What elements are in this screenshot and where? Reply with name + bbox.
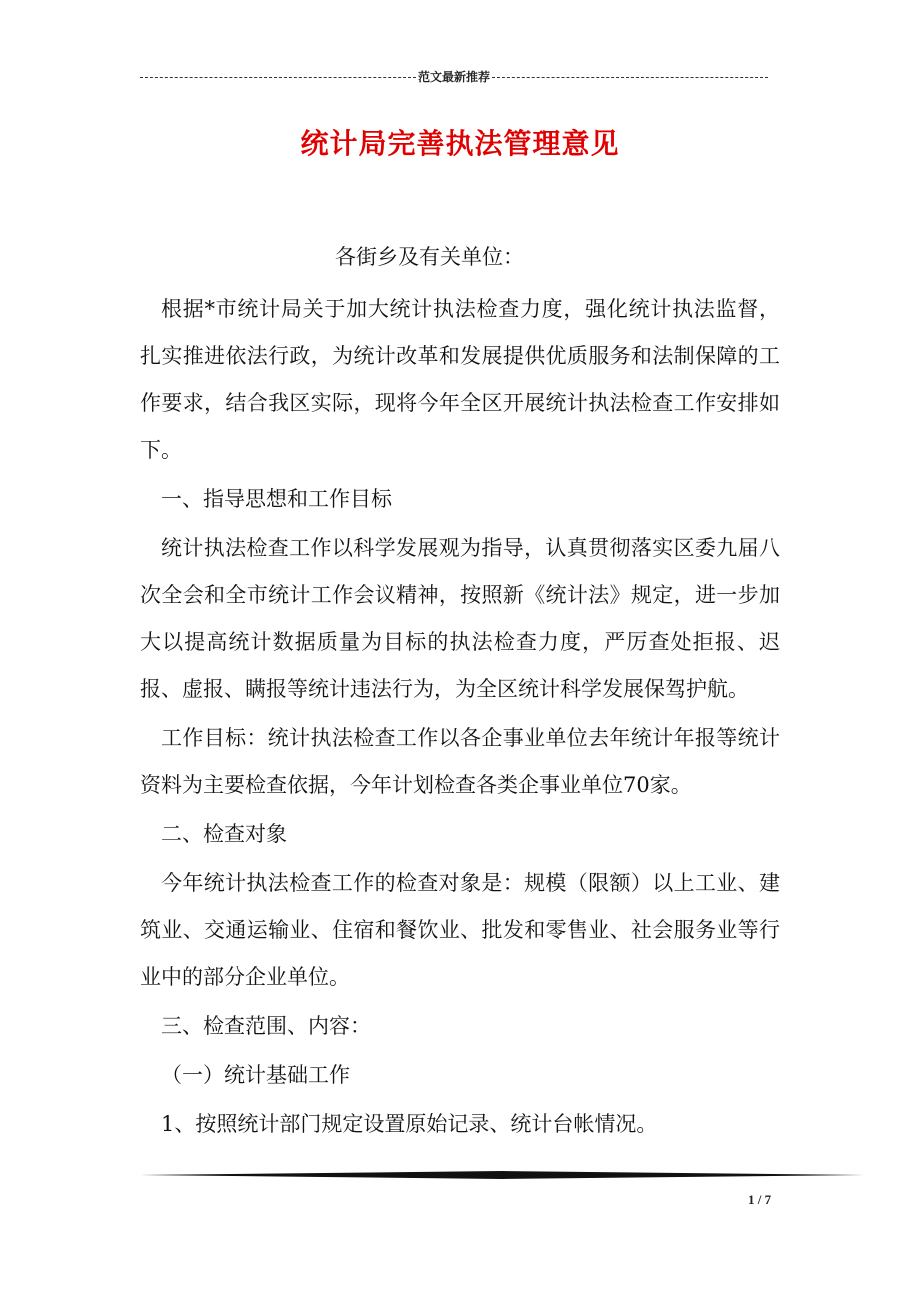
document-title: 统计局完善执法管理意见 <box>300 127 620 160</box>
paragraph-guiding: 统计执法检查工作以科学发展观为指导，认真贯彻落实区委九届八次全会和全市统计工作会议精神，按照新《统计法》规定，进一步加大以提高统计数据质量为目标的执法检查力度，严厉查处拒报、迟报、虚报、瞒报等统计违法行为，为全区统计科学发展保驾护航。 <box>140 536 780 701</box>
section-heading-3: 三、检查范围、内容： <box>161 1014 371 1038</box>
page-header <box>140 68 768 85</box>
section-heading-2: 二、检查对象 <box>161 822 287 846</box>
list-item: 1、按照统计部门规定设置原始记录、统计台帐情况。 <box>161 1112 658 1136</box>
header-dash-right <box>492 77 768 78</box>
paragraph-goal: 工作目标：统计执法检查工作以各企事业单位去年统计年报等统计资料为主要检查依据，今年计划检查各类企事业单位70家。 <box>140 726 780 797</box>
paragraph-intro: 根据*市统计局关于加大统计执法检查力度，强化统计执法监督，扎实推进依法行政，为统计改革和发展提供优质服务和法制保障的工作要求，结合我区实际，现将今年全区开展统计执法检查工作安排如下。 <box>140 297 780 462</box>
paragraph-targets: 今年统计执法检查工作的检查对象是：规模（限额）以上工业、建筑业、交通运输业、住宿和餐饮业、批发和零售业、社会服务业等行业中的部分企业单位。 <box>140 871 780 989</box>
subsection-heading-1: （一）统计基础工作 <box>161 1063 350 1087</box>
salutation: 各街乡及有关单位： <box>335 245 524 269</box>
header-dash-left <box>140 77 416 78</box>
header-label: 范文最新推荐 <box>418 70 491 84</box>
document-body <box>140 234 780 1148</box>
footer-rule <box>140 1170 864 1180</box>
page-number: 1 / 7 <box>748 1192 772 1207</box>
section-heading-1: 一、指导思想和工作目标 <box>161 487 392 511</box>
